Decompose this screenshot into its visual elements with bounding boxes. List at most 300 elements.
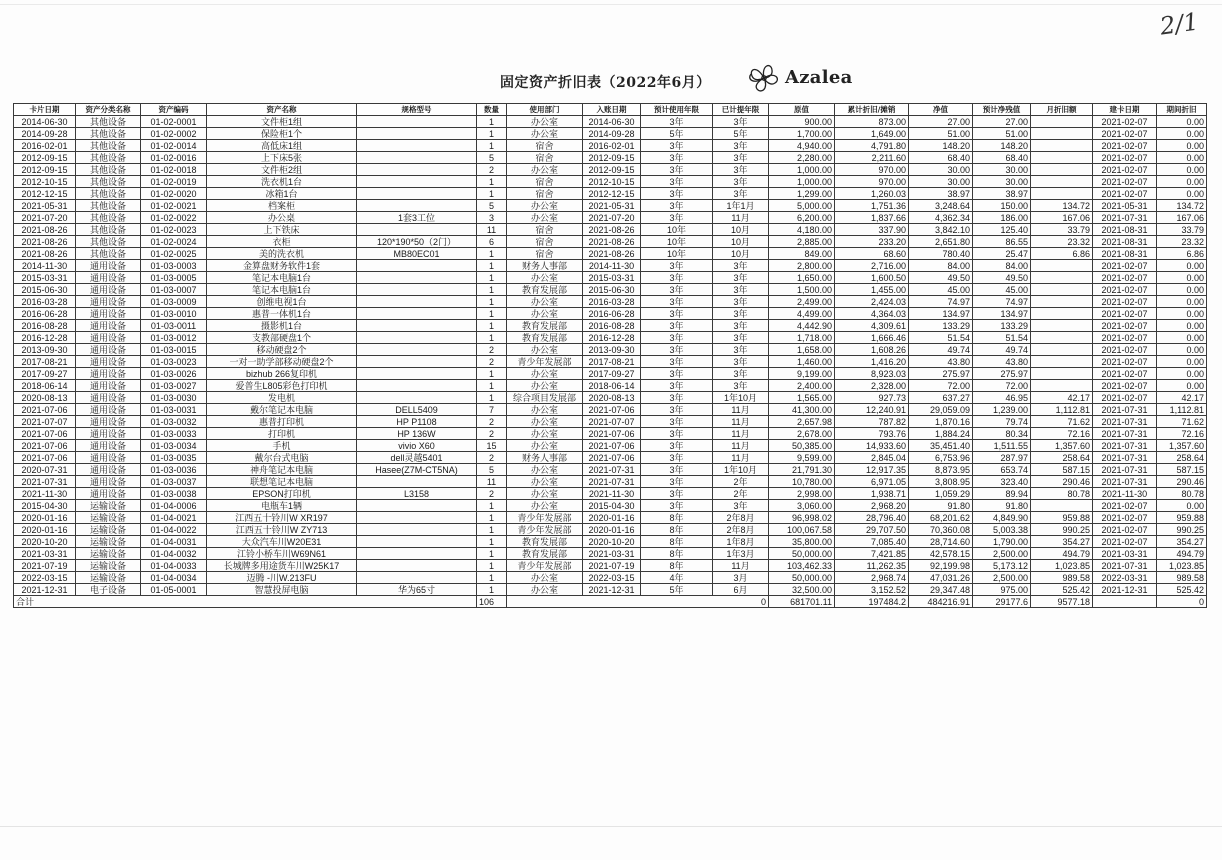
table-cell: 3年: [713, 176, 769, 188]
table-cell: 2021-07-31: [1093, 464, 1157, 476]
table-cell: 167.06: [1031, 212, 1093, 224]
total-cell: 合计: [14, 596, 477, 608]
table-cell: 1,299.00: [769, 188, 835, 200]
table-cell: 2021-12-31: [583, 584, 641, 596]
table-cell: 2016-03-28: [14, 296, 76, 308]
table-cell: 其他设备: [76, 152, 141, 164]
table-cell: 10年: [641, 224, 713, 236]
table-cell: 办公室: [507, 464, 583, 476]
table-cell: 3年: [713, 356, 769, 368]
table-cell: 通用设备: [76, 320, 141, 332]
table-row: [14, 404, 1207, 416]
table-cell: 2年8月: [713, 512, 769, 524]
table-cell: 0.00: [1157, 344, 1207, 356]
table-cell: 2021-07-20: [583, 212, 641, 224]
table-cell: 2,424.03: [835, 296, 909, 308]
table-cell: [1031, 128, 1093, 140]
table-cell: 教育发展部: [507, 536, 583, 548]
table-cell: 0.00: [1157, 140, 1207, 152]
table-cell: 2,657.98: [769, 416, 835, 428]
table-cell: 10,780.00: [769, 476, 835, 488]
table-cell: 通用设备: [76, 260, 141, 272]
table-cell: 2,400.00: [769, 380, 835, 392]
table-cell: 11月: [713, 404, 769, 416]
table-cell: 1,500.00: [769, 284, 835, 296]
table-cell: 2021-03-31: [583, 548, 641, 560]
table-row: [14, 368, 1207, 380]
table-cell: 大众汽车川W20E31: [207, 536, 357, 548]
table-cell: 2021-02-07: [1093, 500, 1157, 512]
table-cell: 01-02-0001: [141, 116, 207, 128]
table-cell: 2014-11-30: [583, 260, 641, 272]
table-row: [14, 296, 1207, 308]
table-cell: [1031, 356, 1093, 368]
table-cell: 2021-07-31: [583, 476, 641, 488]
table-cell: [357, 164, 477, 176]
table-cell: 970.00: [835, 164, 909, 176]
table-cell: 29,059.09: [909, 404, 973, 416]
table-cell: 2021-07-31: [583, 464, 641, 476]
table-cell: 71.62: [1031, 416, 1093, 428]
table-cell: 2,968.74: [835, 572, 909, 584]
table-cell: 70,360.08: [909, 524, 973, 536]
table-cell: 150.00: [973, 200, 1031, 212]
table-cell: 3年: [641, 116, 713, 128]
table-cell: 1: [477, 584, 507, 596]
table-cell: 办公室: [507, 440, 583, 452]
table-cell: [357, 128, 477, 140]
table-cell: 2021-02-07: [1093, 152, 1157, 164]
table-cell: 3年: [713, 296, 769, 308]
table-cell: 2014-11-30: [14, 260, 76, 272]
table-cell: 72.16: [1157, 428, 1207, 440]
table-cell: 5: [477, 464, 507, 476]
table-cell: 发电机: [207, 392, 357, 404]
table-cell: 通用设备: [76, 428, 141, 440]
table-cell: vivio X60: [357, 440, 477, 452]
table-cell: 45.00: [909, 284, 973, 296]
table-cell: 43.80: [973, 356, 1031, 368]
table-cell: 3年: [641, 404, 713, 416]
table-cell: 2022-03-15: [14, 572, 76, 584]
table-cell: 134.97: [973, 308, 1031, 320]
table-cell: 1年10月: [713, 464, 769, 476]
table-row: [14, 332, 1207, 344]
table-cell: [1031, 116, 1093, 128]
table-cell: 青少年发展部: [507, 512, 583, 524]
table-cell: 2013-09-30: [583, 344, 641, 356]
table-row: [14, 236, 1207, 248]
table-cell: 3年: [713, 272, 769, 284]
table-cell: 0.00: [1157, 164, 1207, 176]
table-cell: 2年: [713, 488, 769, 500]
table-cell: [1031, 152, 1093, 164]
table-cell: 2021-07-31: [1093, 212, 1157, 224]
table-cell: [357, 524, 477, 536]
table-cell: 神舟笔记本电脑: [207, 464, 357, 476]
table-cell: 10年: [641, 248, 713, 260]
table-cell: 6,200.00: [769, 212, 835, 224]
table-row: [14, 380, 1207, 392]
table-cell: 1,416.20: [835, 356, 909, 368]
table-cell: 3年: [641, 440, 713, 452]
table-cell: 文件柜1组: [207, 116, 357, 128]
table-cell: 3年: [641, 272, 713, 284]
table-cell: 29,707.50: [835, 524, 909, 536]
table-cell: 2021-02-07: [1093, 284, 1157, 296]
table-row: [14, 188, 1207, 200]
table-cell: 3年: [641, 356, 713, 368]
table-cell: 2012-09-15: [583, 164, 641, 176]
column-header: 已计提年限: [713, 104, 769, 116]
table-cell: 323.40: [973, 476, 1031, 488]
table-cell: 1: [477, 308, 507, 320]
total-cell: 681701.11: [769, 596, 835, 608]
table-cell: 873.00: [835, 116, 909, 128]
table-row: [14, 212, 1207, 224]
table-cell: 148.20: [973, 140, 1031, 152]
table-cell: [1031, 500, 1093, 512]
table-cell: 打印机: [207, 428, 357, 440]
table-cell: 办公室: [507, 488, 583, 500]
table-cell: 3年: [713, 284, 769, 296]
table-cell: 9,599.00: [769, 452, 835, 464]
table-cell: 爱普生L805彩色打印机: [207, 380, 357, 392]
table-cell: 1,790.00: [973, 536, 1031, 548]
table-cell: 2021-02-07: [1093, 116, 1157, 128]
table-cell: 2015-04-30: [14, 500, 76, 512]
table-cell: 1: [477, 380, 507, 392]
table-cell: 29,347.48: [909, 584, 973, 596]
table-cell: 通用设备: [76, 440, 141, 452]
table-cell: 990.25: [1031, 524, 1093, 536]
table-cell: 927.73: [835, 392, 909, 404]
table-cell: 653.74: [973, 464, 1031, 476]
table-cell: 6.86: [1157, 248, 1207, 260]
table-cell: 7,085.40: [835, 536, 909, 548]
table-cell: 1: [477, 296, 507, 308]
table-cell: 10月: [713, 224, 769, 236]
table-cell: 1: [477, 392, 507, 404]
table-cell: 15: [477, 440, 507, 452]
table-cell: 其他设备: [76, 140, 141, 152]
table-cell: 1: [477, 512, 507, 524]
table-cell: 2021-07-20: [14, 212, 76, 224]
table-cell: 1,837.66: [835, 212, 909, 224]
table-cell: 11月: [713, 212, 769, 224]
table-cell: 办公室: [507, 368, 583, 380]
table-cell: 2021-07-31: [1093, 428, 1157, 440]
table-cell: [357, 284, 477, 296]
table-row: [14, 500, 1207, 512]
column-header: 入账日期: [583, 104, 641, 116]
table-cell: 办公室: [507, 308, 583, 320]
table-cell: 2014-06-30: [583, 116, 641, 128]
table-cell: 30.00: [973, 176, 1031, 188]
table-cell: [1031, 188, 1093, 200]
total-cell: 0: [507, 596, 769, 608]
table-cell: [1031, 164, 1093, 176]
table-cell: 47,031.26: [909, 572, 973, 584]
table-cell: 2015-04-30: [583, 500, 641, 512]
table-cell: 1,059.29: [909, 488, 973, 500]
table-cell: 12,917.35: [835, 464, 909, 476]
table-cell: 8年: [641, 524, 713, 536]
table-cell: 3年: [641, 464, 713, 476]
table-cell: 2021-12-31: [14, 584, 76, 596]
table-cell: 6: [477, 236, 507, 248]
table-cell: 2021-08-26: [583, 224, 641, 236]
table-cell: 2,211.60: [835, 152, 909, 164]
table-cell: 11: [477, 224, 507, 236]
table-cell: 275.97: [973, 368, 1031, 380]
table-cell: 01-03-0032: [141, 416, 207, 428]
table-cell: 3年: [713, 368, 769, 380]
table-cell: 办公室: [507, 500, 583, 512]
table-cell: 133.29: [909, 320, 973, 332]
table-cell: 0.00: [1157, 380, 1207, 392]
table-cell: 2021-11-30: [583, 488, 641, 500]
table-cell: 6.86: [1031, 248, 1093, 260]
table-cell: 办公室: [507, 428, 583, 440]
table-cell: 5,000.00: [769, 200, 835, 212]
table-cell: 2021-07-06: [14, 404, 76, 416]
table-cell: 0.00: [1157, 356, 1207, 368]
table-cell: 1,023.85: [1157, 560, 1207, 572]
table-cell: 戴尔台式电脑: [207, 452, 357, 464]
table-cell: 8年: [641, 548, 713, 560]
table-cell: 2020-01-16: [14, 524, 76, 536]
table-cell: 1: [477, 140, 507, 152]
table-cell: 01-05-0001: [141, 584, 207, 596]
table-cell: 11,262.35: [835, 560, 909, 572]
table-cell: 2021-05-31: [583, 200, 641, 212]
table-cell: 167.06: [1157, 212, 1207, 224]
total-cell: 484216.91: [909, 596, 973, 608]
table-cell: 4,442.90: [769, 320, 835, 332]
table-cell: 2021-08-31: [1093, 236, 1157, 248]
table-cell: 51.00: [909, 128, 973, 140]
table-cell: [1031, 284, 1093, 296]
table-cell: 46.95: [973, 392, 1031, 404]
table-cell: 68.40: [909, 152, 973, 164]
table-cell: 3年: [713, 140, 769, 152]
table-cell: 5: [477, 200, 507, 212]
table-cell: 28,714.60: [909, 536, 973, 548]
table-cell: 3年: [641, 284, 713, 296]
table-row: [14, 464, 1207, 476]
table-cell: 江西五十铃川W ZY713: [207, 524, 357, 536]
table-cell: 1,565.00: [769, 392, 835, 404]
table-cell: 2021-07-31: [14, 476, 76, 488]
table-cell: 2012-10-15: [583, 176, 641, 188]
table-cell: 84.00: [909, 260, 973, 272]
table-cell: 迈腾 -川W.213FU: [207, 572, 357, 584]
table-cell: 办公室: [507, 116, 583, 128]
table-cell: [357, 344, 477, 356]
table-cell: 2021-08-26: [14, 236, 76, 248]
table-cell: 30.00: [909, 176, 973, 188]
table-cell: 2015-03-31: [583, 272, 641, 284]
table-cell: 2,800.00: [769, 260, 835, 272]
table-cell: 5: [477, 152, 507, 164]
table-cell: bizhub 266复印机: [207, 368, 357, 380]
table-cell: [1031, 140, 1093, 152]
table-cell: 5,173.12: [973, 560, 1031, 572]
table-cell: 68.60: [835, 248, 909, 260]
table-cell: 3年: [641, 164, 713, 176]
table-cell: MB80EC01: [357, 248, 477, 260]
table-cell: 01-02-0022: [141, 212, 207, 224]
table-cell: 787.82: [835, 416, 909, 428]
table-cell: 2年: [713, 476, 769, 488]
table-cell: 01-02-0016: [141, 152, 207, 164]
table-cell: [357, 272, 477, 284]
table-cell: 494.79: [1031, 548, 1093, 560]
table-cell: [357, 332, 477, 344]
table-cell: 通用设备: [76, 464, 141, 476]
table-cell: 2021-02-07: [1093, 188, 1157, 200]
table-cell: 01-03-0030: [141, 392, 207, 404]
table-cell: 50,385.00: [769, 440, 835, 452]
table-cell: 01-03-0038: [141, 488, 207, 500]
table-cell: 3,248.64: [909, 200, 973, 212]
table-row: [14, 152, 1207, 164]
table-cell: 2: [477, 452, 507, 464]
table-cell: 3年: [641, 260, 713, 272]
table-cell: 42.17: [1031, 392, 1093, 404]
table-cell: 970.00: [835, 176, 909, 188]
table-cell: 01-03-0023: [141, 356, 207, 368]
table-cell: 3年: [713, 188, 769, 200]
table-cell: 7: [477, 404, 507, 416]
table-cell: 01-03-0015: [141, 344, 207, 356]
table-cell: 186.00: [973, 212, 1031, 224]
table-cell: 258.64: [1031, 452, 1093, 464]
table-cell: [357, 548, 477, 560]
table-cell: 一对一助学部移动硬盘2个: [207, 356, 357, 368]
table-cell: 办公室: [507, 164, 583, 176]
table-cell: 2,885.00: [769, 236, 835, 248]
table-cell: 2: [477, 164, 507, 176]
table-cell: 7,421.85: [835, 548, 909, 560]
table-cell: 办公室: [507, 212, 583, 224]
table-cell: 3年: [713, 116, 769, 128]
table-cell: 0.00: [1157, 128, 1207, 140]
table-cell: HP 136W: [357, 428, 477, 440]
table-cell: 通用设备: [76, 452, 141, 464]
table-cell: 2020-10-20: [583, 536, 641, 548]
table-cell: 92,199.98: [909, 560, 973, 572]
table-cell: 运输设备: [76, 548, 141, 560]
table-cell: 01-04-0021: [141, 512, 207, 524]
table-cell: 3年: [641, 476, 713, 488]
table-cell: 0.00: [1157, 332, 1207, 344]
table-cell: Hasee(Z7M-CT5NA): [357, 464, 477, 476]
table-cell: [357, 512, 477, 524]
table-cell: 72.00: [973, 380, 1031, 392]
table-cell: 2,651.80: [909, 236, 973, 248]
table-cell: 1: [477, 284, 507, 296]
table-cell: 办公室: [507, 200, 583, 212]
table-cell: 3年: [641, 392, 713, 404]
table-row: [14, 272, 1207, 284]
table-cell: 1: [477, 524, 507, 536]
table-cell: 72.00: [909, 380, 973, 392]
depreciation-table: [13, 103, 1207, 608]
table-cell: 3年: [713, 500, 769, 512]
table-cell: 780.40: [909, 248, 973, 260]
table-cell: DELL5409: [357, 404, 477, 416]
table-cell: 01-04-0034: [141, 572, 207, 584]
column-header: 使用部门: [507, 104, 583, 116]
table-cell: 2021-02-07: [1093, 320, 1157, 332]
table-cell: 财务人事部: [507, 260, 583, 272]
table-cell: 1: [477, 536, 507, 548]
page-title: 固定资产折旧表（2022年6月）: [500, 75, 711, 91]
table-cell: 创维电视1台: [207, 296, 357, 308]
table-cell: 通用设备: [76, 368, 141, 380]
table-cell: 23.32: [1157, 236, 1207, 248]
table-cell: [357, 296, 477, 308]
table-cell: 4,180.00: [769, 224, 835, 236]
column-header: 卡片日期: [14, 104, 76, 116]
table-cell: 2: [477, 488, 507, 500]
table-cell: 其他设备: [76, 176, 141, 188]
table-row: [14, 440, 1207, 452]
table-cell: 01-02-0025: [141, 248, 207, 260]
brand-name: Azalea: [785, 67, 853, 88]
table-cell: 2014-09-28: [14, 128, 76, 140]
table-cell: 2,500.00: [973, 572, 1031, 584]
table-row: [14, 392, 1207, 404]
table-cell: 2021-02-07: [1093, 344, 1157, 356]
table-cell: 2021-02-07: [1093, 164, 1157, 176]
table-cell: 0.00: [1157, 308, 1207, 320]
table-cell: 1,239.00: [973, 404, 1031, 416]
table-cell: 14,933.60: [835, 440, 909, 452]
table-cell: 72.16: [1031, 428, 1093, 440]
table-cell: 教育发展部: [507, 548, 583, 560]
table-cell: 959.88: [1031, 512, 1093, 524]
table-cell: 01-02-0019: [141, 176, 207, 188]
table-cell: 青少年发展部: [507, 524, 583, 536]
table-cell: 3年: [641, 488, 713, 500]
table-row: [14, 512, 1207, 524]
table-cell: 125.40: [973, 224, 1031, 236]
table-cell: 5年: [641, 128, 713, 140]
table-cell: 1: [477, 248, 507, 260]
table-cell: 11月: [713, 452, 769, 464]
column-header: 月折旧额: [1031, 104, 1093, 116]
table-cell: 2021-02-07: [1093, 512, 1157, 524]
table-cell: 10月: [713, 248, 769, 260]
table-cell: 办公桌: [207, 212, 357, 224]
column-header: 预计净残值: [973, 104, 1031, 116]
table-cell: [357, 320, 477, 332]
column-header: 建卡日期: [1093, 104, 1157, 116]
table-cell: 4,499.00: [769, 308, 835, 320]
table-cell: 通用设备: [76, 476, 141, 488]
table-cell: 2021-07-19: [583, 560, 641, 572]
table-cell: 办公室: [507, 572, 583, 584]
scan-edge-bottom: [0, 826, 1222, 827]
table-cell: [1031, 320, 1093, 332]
table-cell: 3年: [641, 140, 713, 152]
table-cell: [357, 500, 477, 512]
total-cell: 0: [1157, 596, 1207, 608]
table-cell: 2015-03-31: [14, 272, 76, 284]
